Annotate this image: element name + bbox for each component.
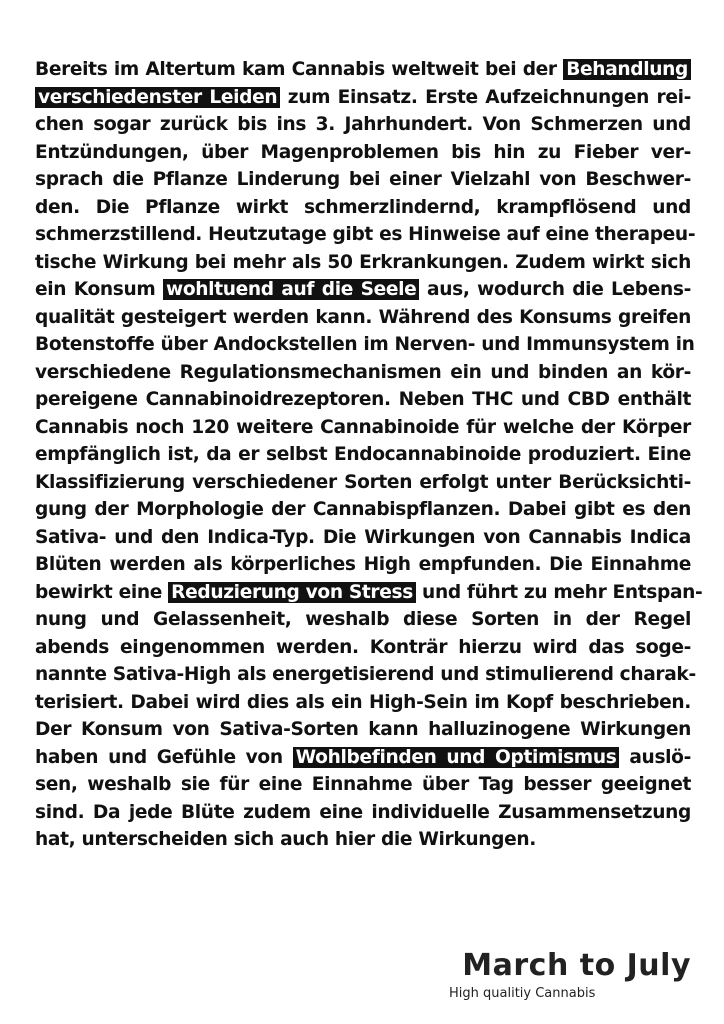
highlighted-phrase: verschiedenster Leiden xyxy=(35,87,280,108)
text-segment: hat, unterscheiden sich auch hier die Wirkungen. xyxy=(35,829,536,850)
text-segment: abends eingenommen werden. Konträr hierzu wird das soge- xyxy=(35,636,691,658)
text-line xyxy=(35,634,691,662)
text-segment: Sativa- und den Indica-Typ. Die Wirkungen von Cannabis Indica xyxy=(35,526,691,548)
text-segment: verschiedene Regulationsmechanismen ein und binden an kör- xyxy=(35,361,691,383)
text-line xyxy=(35,579,703,607)
text-segment: nannte Sativa-High als energetisierend und stimulierend charak- xyxy=(35,664,696,685)
text-segment: pereigene Cannabinoidrezeptoren. Neben THC und CBD enthält xyxy=(35,389,691,410)
body-text xyxy=(35,56,703,854)
text-segment: Botenstoffe über Andockstellen im Nerven- und Immunsystem in xyxy=(35,334,695,355)
text-segment: ein Konsum xyxy=(35,279,164,300)
text-segment: und führt zu mehr Entspan- xyxy=(415,581,703,603)
text-line xyxy=(35,606,691,634)
text-segment: Entzündungen, über Magenproblemen bis hin zu Fieber ver- xyxy=(35,141,691,163)
text-segment: Der Konsum von Sativa-Sorten kann halluzinogene Wirkungen xyxy=(35,719,691,740)
text-segment: nung und Gelassenheit, weshalb diese Sorten in der Regel xyxy=(35,609,691,630)
text-line xyxy=(35,524,691,552)
text-line xyxy=(35,826,691,854)
highlighted-phrase: wohltuend auf die Seele xyxy=(163,279,419,300)
text-line xyxy=(35,304,691,332)
text-line xyxy=(35,84,691,112)
text-segment: empfänglich ist, da er selbst Endocannabinoide produziert. Eine xyxy=(35,444,691,465)
text-line xyxy=(35,166,691,194)
text-line xyxy=(35,139,691,167)
text-line xyxy=(35,111,691,139)
text-line xyxy=(35,744,691,772)
text-segment: Cannabis noch 120 weitere Cannabinoide für welche der Körper xyxy=(35,416,691,438)
text-line xyxy=(35,359,691,387)
text-segment: gung der Morphologie der Cannabispflanzen. Dabei gibt es den xyxy=(35,499,691,520)
text-segment: haben und Gefühle von xyxy=(35,746,293,768)
brand-tagline: High qualitiy Cannabis xyxy=(449,986,596,1001)
text-segment: terisiert. Dabei wird dies als ein High-Sein im Kopf beschrieben. xyxy=(35,691,691,713)
text-line xyxy=(35,276,691,304)
text-segment: chen sogar zurück bis ins 3. Jahrhundert. Von Schmerzen und xyxy=(35,114,691,135)
text-segment: aus, wodurch die Lebens- xyxy=(419,279,692,300)
text-segment: auslö- xyxy=(619,746,691,768)
text-segment: sind. Da jede Blüte zudem eine individuelle Zusammensetzung xyxy=(35,801,691,823)
text-segment: sen, weshalb sie für eine Einnahme über Tag besser geeignet xyxy=(35,774,691,795)
text-line xyxy=(35,661,696,689)
text-segment: den. Die Pflanze wirkt schmerzlindernd, krampflösend und xyxy=(35,196,691,218)
text-line xyxy=(35,331,695,359)
highlighted-phrase: Behandlung xyxy=(563,59,691,80)
brand-logo xyxy=(431,948,691,1008)
text-line xyxy=(35,689,691,717)
text-line xyxy=(35,469,691,497)
text-segment: tische Wirkung bei mehr als 50 Erkrankungen. Zudem wirkt sich xyxy=(35,251,691,273)
text-line xyxy=(35,221,696,249)
text-line xyxy=(35,496,691,524)
text-line xyxy=(35,56,691,84)
highlighted-phrase: Wohlbefinden und Optimismus xyxy=(293,747,620,768)
text-segment: qualität gesteigert werden kann. Während des Konsums greifen xyxy=(35,306,691,328)
text-segment: bewirkt eine xyxy=(35,581,169,603)
brand-name: March to July xyxy=(462,948,691,983)
text-line xyxy=(35,441,691,469)
text-segment: sprach die Pflanze Linderung bei einer Vielzahl von Beschwer- xyxy=(35,169,691,190)
text-line xyxy=(35,249,691,277)
text-segment: Klassifizierung verschiedener Sorten erfolgt unter Berücksichti- xyxy=(35,471,691,493)
text-line xyxy=(35,194,691,222)
text-line xyxy=(35,771,691,799)
text-segment: schmerzstillend. Heutzutage gibt es Hinweise auf eine therapeu- xyxy=(35,224,696,245)
text-segment: Blüten werden als körperliches High empfunden. Die Einnahme xyxy=(35,554,691,575)
text-line xyxy=(35,414,691,442)
text-line xyxy=(35,386,691,414)
text-line xyxy=(35,551,691,579)
text-line xyxy=(35,716,691,744)
text-segment: Bereits im Altertum kam Cannabis weltweit bei der xyxy=(35,59,564,80)
highlighted-phrase: Reduzierung von Stress xyxy=(168,582,416,603)
text-line xyxy=(35,799,691,827)
text-segment: zum Einsatz. Erste Aufzeichnungen rei- xyxy=(280,86,692,108)
